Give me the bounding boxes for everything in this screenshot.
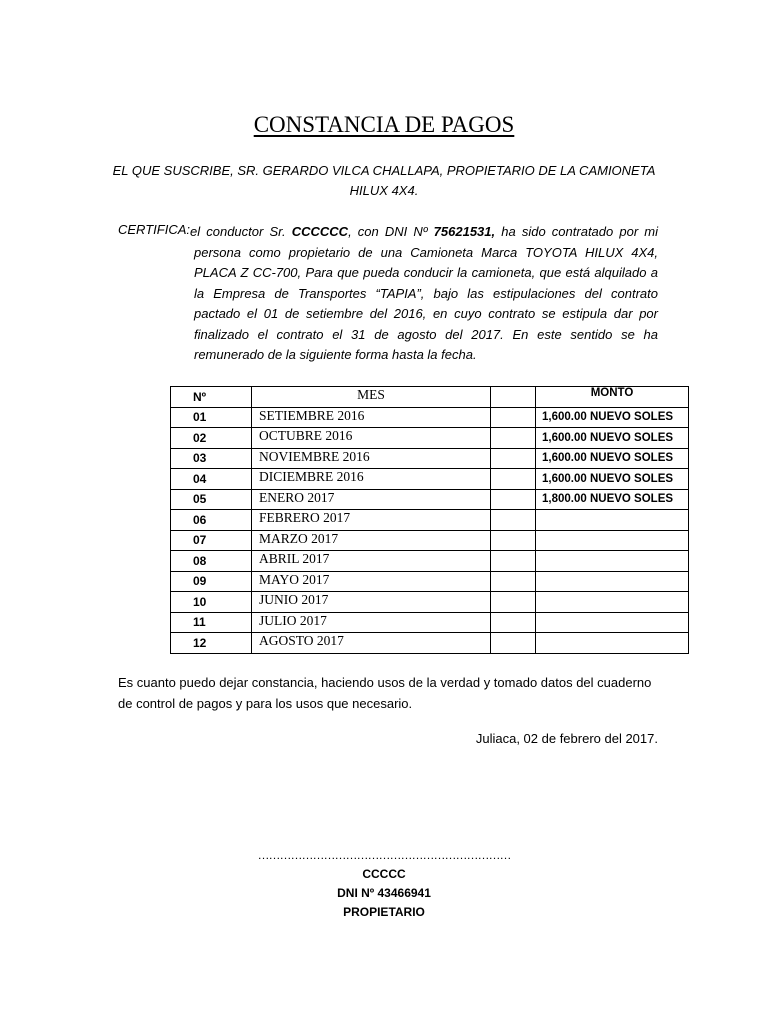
table-row [171, 530, 689, 551]
driver-dni: 75621531, [433, 224, 496, 239]
driver-name: CCCCCC [291, 224, 349, 239]
row-monto [536, 510, 689, 531]
header-mes: MES [252, 387, 491, 408]
table-row [171, 612, 689, 633]
certifica-text-2: , con DNI Nº [348, 224, 434, 239]
row-monto [536, 633, 689, 654]
row-mes: AGOSTO 2017 [252, 633, 491, 654]
row-monto: 1,600.00 NUEVO SOLES [536, 448, 689, 469]
signature-line: …………………………………………………………… [257, 848, 511, 862]
row-monto [536, 592, 689, 613]
row-mes: FEBRERO 2017 [252, 510, 491, 531]
row-blank [491, 592, 536, 613]
row-blank [491, 551, 536, 572]
row-mes: MAYO 2017 [252, 571, 491, 592]
signature-block [0, 846, 768, 922]
header-num: Nº [171, 387, 252, 408]
row-blank [491, 489, 536, 510]
table-row [171, 510, 689, 531]
row-num: 05 [171, 489, 252, 510]
row-monto: 1,800.00 NUEVO SOLES [536, 489, 689, 510]
intro-paragraph: EL QUE SUSCRIBE, SR. GERARDO VILCA CHALLAPA, PROPIETARIO DE LA CAMIONETA HILUX 4X4. [112, 163, 656, 198]
table-row [171, 407, 689, 428]
row-num: 11 [171, 612, 252, 633]
certifica-label: CERTIFICA: [118, 222, 190, 237]
row-blank [491, 428, 536, 449]
row-num: 02 [171, 428, 252, 449]
row-num: 08 [171, 551, 252, 572]
table-row [171, 469, 689, 490]
row-blank [491, 469, 536, 490]
row-monto: 1,600.00 NUEVO SOLES [536, 428, 689, 449]
signer-name: CCCCC [362, 867, 406, 881]
table-row [171, 633, 689, 654]
header-monto: MONTO [536, 387, 689, 408]
row-mes: DICIEMBRE 2016 [252, 469, 491, 490]
place-date: Juliaca, 02 de febrero del 2017. [475, 731, 658, 746]
document-title: CONSTANCIA DE PAGOS [253, 112, 515, 137]
row-mes: MARZO 2017 [252, 530, 491, 551]
certifica-text-3: ha sido contratado por mi persona como propietario de una Camioneta Marca TOYOTA HILUX 4X4, PLACA Z CC-700, Para que pueda conducir la camioneta, que está alquilado a la Empresa de Transportes “TAPIA”, bajo las estipulaciones del contrato pactado el 01 de setiembre del 2016, en cuyo contrato se estipula dar por finalizado el contrato el 31 de agosto del 2017. En este sentido se ha remunerado de la siguiente forma hasta la fecha. [194, 224, 658, 362]
table-row [171, 428, 689, 449]
row-monto [536, 551, 689, 572]
row-mes: ABRIL 2017 [252, 551, 491, 572]
row-blank [491, 510, 536, 531]
row-mes: SETIEMBRE 2016 [252, 407, 491, 428]
row-num: 04 [171, 469, 252, 490]
row-blank [491, 530, 536, 551]
row-num: 01 [171, 407, 252, 428]
row-monto [536, 571, 689, 592]
row-blank [491, 633, 536, 654]
row-blank [491, 407, 536, 428]
row-blank [491, 448, 536, 469]
row-mes: OCTUBRE 2016 [252, 428, 491, 449]
row-num: 03 [171, 448, 252, 469]
row-monto: 1,600.00 NUEVO SOLES [536, 407, 689, 428]
signer-dni: DNI Nº 43466941 [337, 886, 431, 900]
closing-paragraph: Es cuanto puedo dejar constancia, haciendo usos de la verdad y tomado datos del cuaderno de control de pagos y para los usos que necesario. [118, 675, 652, 711]
row-mes: ENERO 2017 [252, 489, 491, 510]
row-mes: JULIO 2017 [252, 612, 491, 633]
row-monto [536, 530, 689, 551]
table-header-row [171, 387, 689, 408]
table-row [171, 489, 689, 510]
table-row [171, 592, 689, 613]
certifica-text-1: el conductor Sr. [190, 224, 292, 239]
certifica-paragraph [190, 222, 658, 366]
table-row [171, 571, 689, 592]
row-num: 07 [171, 530, 252, 551]
row-num: 06 [171, 510, 252, 531]
payments-table [170, 386, 689, 654]
row-blank [491, 612, 536, 633]
row-num: 09 [171, 571, 252, 592]
row-mes: NOVIEMBRE 2016 [252, 448, 491, 469]
row-num: 12 [171, 633, 252, 654]
table-row [171, 448, 689, 469]
row-mes: JUNIO 2017 [252, 592, 491, 613]
header-blank [491, 387, 536, 408]
signer-role: PROPIETARIO [343, 905, 425, 919]
row-monto [536, 612, 689, 633]
row-blank [491, 571, 536, 592]
table-row [171, 551, 689, 572]
row-monto: 1,600.00 NUEVO SOLES [536, 469, 689, 490]
row-num: 10 [171, 592, 252, 613]
